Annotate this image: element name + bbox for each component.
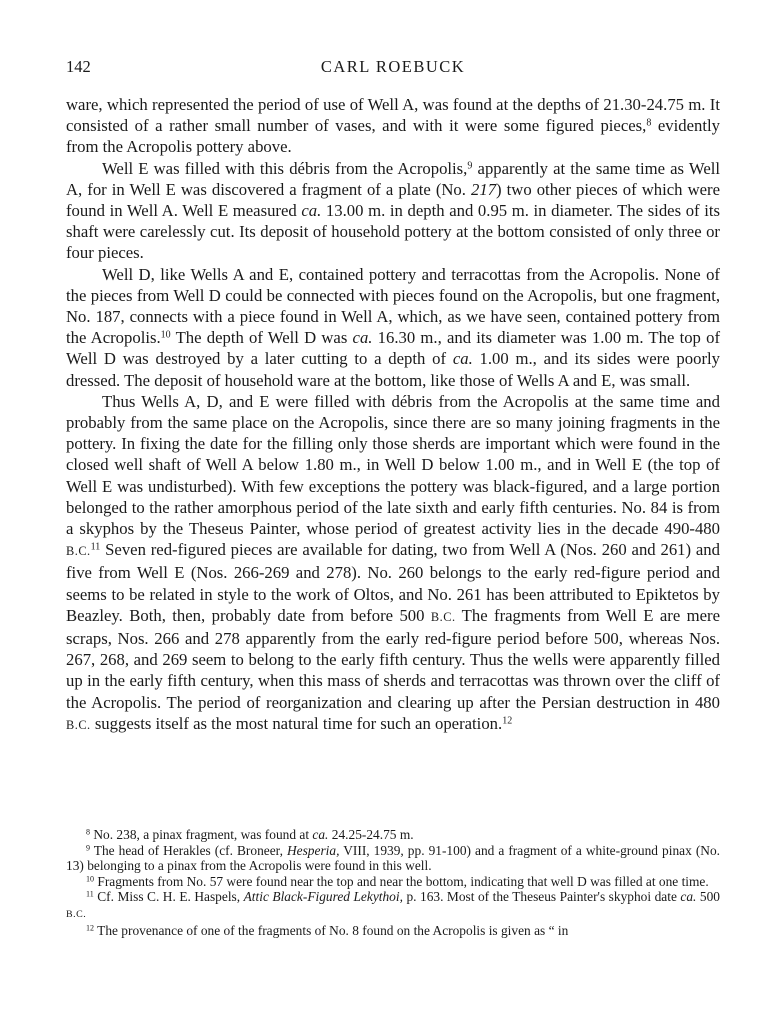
footnote-marker: 10 bbox=[86, 874, 95, 884]
italic-run: ca. bbox=[312, 827, 329, 842]
footnote-ref-11: 11 bbox=[90, 541, 101, 553]
text-run: The depth of Well D was bbox=[170, 328, 353, 348]
text-run: 1.00 m., and its sides were poorly dressed. The deposit of household ware at the bottom, like those of Wells A and E, was small. bbox=[66, 349, 720, 390]
body-text bbox=[66, 94, 720, 736]
paragraph-1 bbox=[66, 94, 720, 158]
text-run: Well D, like Wells A and E, contained pottery and terracottas from the Acropolis. None of the pieces from Well D could be connected with pieces found on the Acropolis, but one fragment, No. 187, connects with a piece found in Well A, which, as we have seen, contained pottery from the Acropolis. bbox=[66, 264, 720, 348]
footnote-10 bbox=[66, 874, 720, 890]
footnote-ref-10: 10 bbox=[160, 329, 171, 341]
small-caps-run: B.C. bbox=[66, 544, 91, 559]
text-run: 16.30 m., and its diameter was 1.00 m. The top of Well D was destroyed by a later cutting to a depth of bbox=[66, 328, 721, 369]
footnote-ref-8: 8 bbox=[646, 117, 652, 129]
text-run: 24.25-24.75 m. bbox=[328, 827, 414, 842]
text-run: apparently at the same time as Well A, for in Well E was discovered a fragment of a plate (No. bbox=[66, 158, 720, 199]
page-number: 142 bbox=[66, 57, 91, 76]
text-run: Well E was filled with this débris from the Acropolis, bbox=[102, 158, 468, 178]
footnote-ref-12: 12 bbox=[502, 715, 513, 727]
text-run: Seven red-figured pieces are available for dating, two from Well A (Nos. 260 and 261) and five from Well E (Nos. 266-269 and 278). No. 260 belongs to the early red-figure period and seems to be related in style to the work of Oltos, and No. 261 has been attributed to Epiktetos by Beazley. Both, then, probably date from before 500 bbox=[66, 540, 720, 625]
footnote-marker: 9 bbox=[86, 843, 91, 853]
running-head: CARL ROEBUCK bbox=[320, 57, 466, 76]
text-run: ware, which represented the period of use of Well A, was found at the depths of 21.30-24.75 m. It consisted of a rather small number of vases, and with it were some figured pieces, bbox=[66, 95, 720, 136]
text-run: The fragments from Well E are mere scraps, Nos. 266 and 278 apparently from the early red-figure period before 500, whereas Nos. 267, 268, and 269 seem to belong to the early fifth century. Thus the wells were apparently filled up in the early fifth century, when this mass of sherds and terracottas was thrown over the cliff of the Acropolis. The period of reorganization and clearing up after the Persian destruction in 480 bbox=[66, 605, 720, 712]
italic-run: 217 bbox=[471, 179, 497, 199]
text-run: evidently from the Acropolis pottery above. bbox=[66, 116, 720, 157]
text-run: ) two other pieces of which were found in Well A. Well E measured bbox=[66, 179, 720, 221]
text-run: Thus Wells A, D, and E were filled with débris from the Acropolis at the same time and probably from the same place on the Acropolis, since there are so many joining fragments in the pottery. In fixing the date for the filling only those sherds are important which were found in the closed well shaft of Well A below 1.80 m., in Well D below 1.00 m., and in Well E (the top of Well E was undisturbed). With few exceptions the pottery was black-figured, and a large portion belonged to the rather amorphous period of the late sixth and early fifth centuries. No. 84 is from a skyphos by the Theseus Painter, whose period of greatest activity lies in the decade 490-480 bbox=[66, 391, 720, 539]
footnote-marker: 12 bbox=[86, 923, 95, 933]
text-run: suggests itself as the most natural time for such an operation. bbox=[90, 713, 503, 733]
italic-run: ca. bbox=[301, 201, 322, 221]
paragraph-3 bbox=[66, 264, 720, 391]
footnote-9 bbox=[66, 843, 720, 874]
text-run: The head of Herakles (cf. Broneer, bbox=[90, 842, 287, 858]
italic-run: Hesperia, bbox=[286, 842, 340, 858]
italic-run: ca. bbox=[452, 349, 473, 369]
text-run: Fragments from No. 57 were found near the top and near the bottom, indicating that well D was filled at one time. bbox=[94, 873, 709, 889]
footnote-ref-9: 9 bbox=[467, 160, 473, 172]
small-caps-run: B.C. bbox=[66, 717, 91, 732]
small-caps-run: B.C. bbox=[66, 908, 87, 920]
paragraph-2 bbox=[66, 158, 720, 264]
text-run: The provenance of one of the fragments of No. 8 found on the Acropolis is given as “ in bbox=[94, 922, 569, 938]
italic-run: ca. bbox=[680, 889, 697, 905]
paragraph-4 bbox=[66, 391, 720, 736]
text-run: 13.00 m. in depth and 0.95 m. in diameter. The sides of its shaft were carelessly cut. Its deposit of household pottery at the bottom consisted of only three or four pieces. bbox=[66, 201, 720, 263]
footnote-marker: 8 bbox=[86, 827, 91, 837]
footnote-8 bbox=[66, 827, 720, 843]
small-caps-run: B.C. bbox=[430, 609, 456, 624]
footnote-12 bbox=[66, 923, 720, 939]
footnotes bbox=[66, 827, 720, 938]
text-run: p. 163. Most of the Theseus Painter's skyphoi date bbox=[402, 889, 681, 905]
footnote-marker: 11 bbox=[86, 889, 94, 899]
italic-run: Attic Black-Figured Lekythoi, bbox=[243, 889, 403, 905]
text-run: 500 bbox=[696, 889, 720, 905]
text-run: No. 238, a pinax fragment, was found at bbox=[90, 827, 313, 842]
text-run: Cf. Miss C. H. E. Haspels, bbox=[93, 889, 244, 905]
footnote-11 bbox=[66, 889, 720, 922]
italic-run: ca. bbox=[352, 328, 373, 348]
text-run: VIII, 1939, pp. 91-100) and a fragment of a white-ground pinax (No. 13) belonging to a pinax from the Acropolis were found in this well. bbox=[66, 842, 720, 874]
